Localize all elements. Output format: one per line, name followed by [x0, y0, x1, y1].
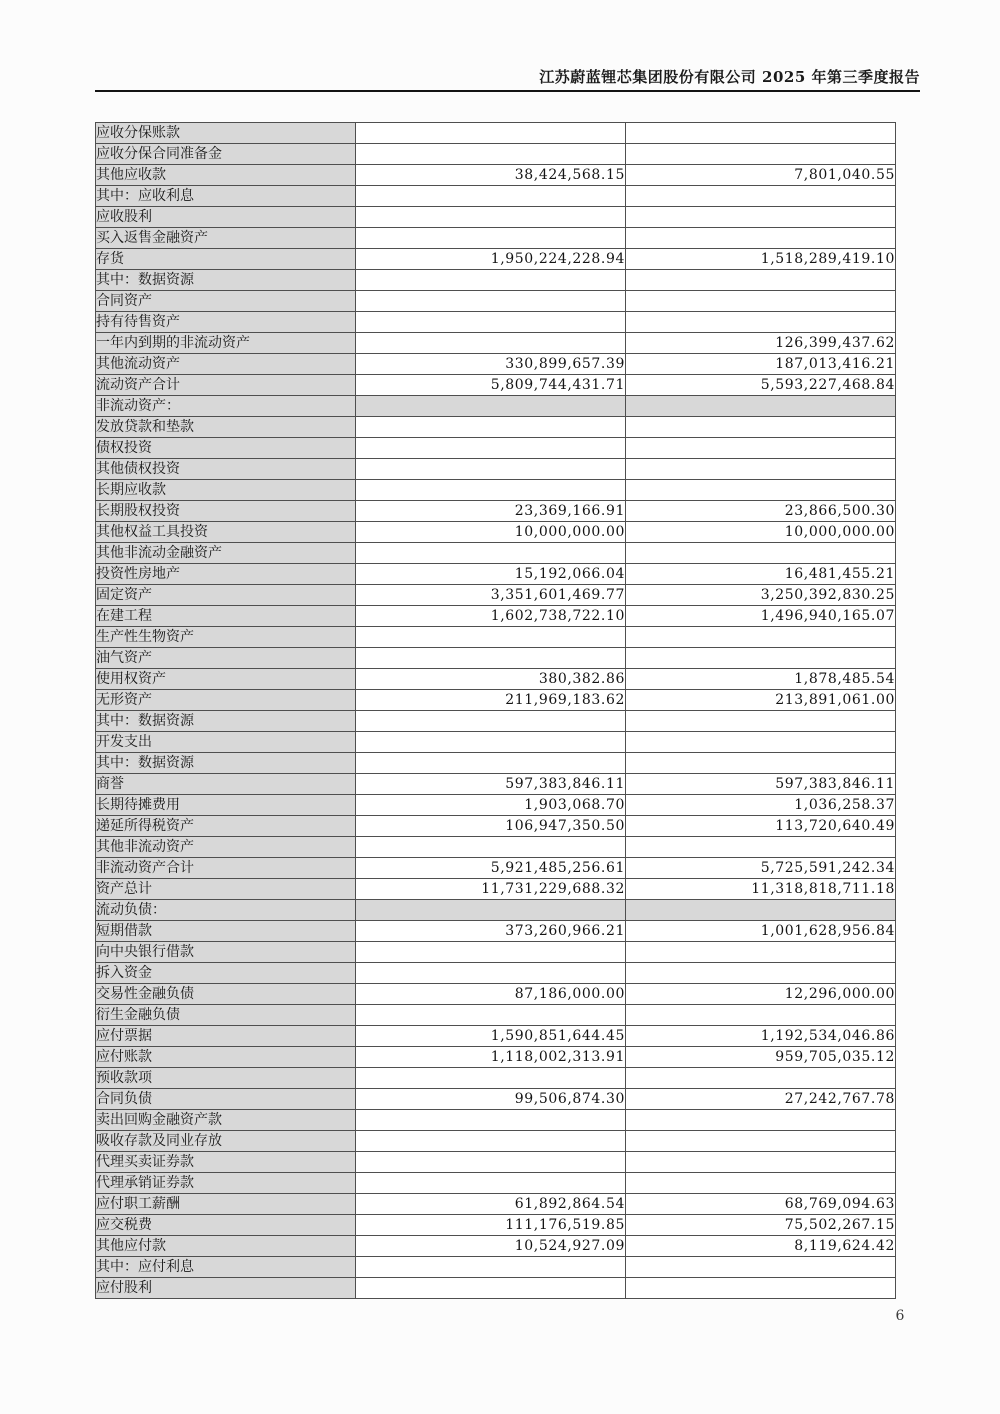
row-value-2 — [626, 270, 896, 291]
row-value-1 — [356, 1173, 626, 1194]
row-value-1: 1,950,224,228.94 — [356, 249, 626, 270]
table-row — [96, 186, 896, 207]
row-value-2: 11,318,818,711.18 — [626, 879, 896, 900]
row-value-1: 330,899,657.39 — [356, 354, 626, 375]
table-row — [96, 837, 896, 858]
row-value-1 — [356, 732, 626, 753]
report-title: 江苏蔚蓝锂芯集团股份有限公司 2025 年第三季度报告 — [539, 68, 920, 86]
row-value-1: 61,892,864.54 — [356, 1194, 626, 1215]
table-row — [96, 732, 896, 753]
table-row — [96, 438, 896, 459]
table-row — [96, 1110, 896, 1131]
row-value-1 — [356, 438, 626, 459]
row-value-1: 211,969,183.62 — [356, 690, 626, 711]
row-label: 其他应付款 — [96, 1236, 356, 1257]
row-value-2: 7,801,040.55 — [626, 165, 896, 186]
table-row — [96, 774, 896, 795]
row-value-1 — [356, 186, 626, 207]
row-value-2 — [626, 459, 896, 480]
row-value-2 — [626, 144, 896, 165]
row-label: 向中央银行借款 — [96, 942, 356, 963]
row-value-1 — [356, 144, 626, 165]
table-row — [96, 879, 896, 900]
row-value-2 — [626, 291, 896, 312]
row-value-1 — [356, 333, 626, 354]
row-label: 其他应收款 — [96, 165, 356, 186]
table-row — [96, 1194, 896, 1215]
row-value-1: 1,602,738,722.10 — [356, 606, 626, 627]
row-label: 存货 — [96, 249, 356, 270]
row-value-1: 3,351,601,469.77 — [356, 585, 626, 606]
row-value-2 — [626, 543, 896, 564]
table-row — [96, 228, 896, 249]
row-label: 衍生金融负债 — [96, 1005, 356, 1026]
row-value-2 — [626, 1173, 896, 1194]
row-label: 其中：数据资源 — [96, 753, 356, 774]
table-row — [96, 396, 896, 417]
row-label: 应付股利 — [96, 1278, 356, 1299]
row-label: 非流动资产： — [96, 396, 356, 417]
row-label: 流动资产合计 — [96, 375, 356, 396]
table-row — [96, 522, 896, 543]
row-value-2 — [626, 207, 896, 228]
row-value-2: 126,399,437.62 — [626, 333, 896, 354]
row-value-2 — [626, 648, 896, 669]
row-value-2: 10,000,000.00 — [626, 522, 896, 543]
row-label: 流动负债： — [96, 900, 356, 921]
row-label: 应付职工薪酬 — [96, 1194, 356, 1215]
table-row — [96, 585, 896, 606]
table-row — [96, 795, 896, 816]
row-value-1 — [356, 1005, 626, 1026]
row-value-2 — [626, 1278, 896, 1299]
row-value-2: 959,705,035.12 — [626, 1047, 896, 1068]
table-row — [96, 333, 896, 354]
row-label: 其中：数据资源 — [96, 270, 356, 291]
row-value-1 — [356, 837, 626, 858]
balance-sheet-table — [95, 122, 896, 1299]
row-label: 长期待摊费用 — [96, 795, 356, 816]
row-label: 应付账款 — [96, 1047, 356, 1068]
table-row — [96, 900, 896, 921]
row-value-2: 8,119,624.42 — [626, 1236, 896, 1257]
row-label: 投资性房地产 — [96, 564, 356, 585]
row-label: 其他权益工具投资 — [96, 522, 356, 543]
row-label: 应收股利 — [96, 207, 356, 228]
row-value-1 — [356, 1152, 626, 1173]
table-row — [96, 1026, 896, 1047]
row-label: 买入返售金融资产 — [96, 228, 356, 249]
row-value-1: 106,947,350.50 — [356, 816, 626, 837]
row-label: 拆入资金 — [96, 963, 356, 984]
row-value-1: 38,424,568.15 — [356, 165, 626, 186]
row-label: 无形资产 — [96, 690, 356, 711]
table-row — [96, 816, 896, 837]
table-row — [96, 711, 896, 732]
row-label: 资产总计 — [96, 879, 356, 900]
table-row — [96, 1068, 896, 1089]
row-value-2 — [626, 417, 896, 438]
row-value-2 — [626, 942, 896, 963]
page-header — [95, 66, 920, 87]
row-label: 其他非流动金融资产 — [96, 543, 356, 564]
row-value-1: 11,731,229,688.32 — [356, 879, 626, 900]
row-label: 代理买卖证券款 — [96, 1152, 356, 1173]
table-row — [96, 921, 896, 942]
row-value-1: 380,382.86 — [356, 669, 626, 690]
row-value-1: 5,921,485,256.61 — [356, 858, 626, 879]
table-row — [96, 270, 896, 291]
row-value-2 — [626, 1257, 896, 1278]
page-number: 6 — [895, 1308, 905, 1324]
balance-sheet-body — [96, 123, 896, 1299]
row-value-2: 1,036,258.37 — [626, 795, 896, 816]
row-label: 代理承销证券款 — [96, 1173, 356, 1194]
row-label: 债权投资 — [96, 438, 356, 459]
row-value-1 — [356, 291, 626, 312]
table-row — [96, 480, 896, 501]
table-row — [96, 627, 896, 648]
row-value-1: 15,192,066.04 — [356, 564, 626, 585]
row-value-1 — [356, 270, 626, 291]
row-value-2: 68,769,094.63 — [626, 1194, 896, 1215]
row-value-1 — [356, 627, 626, 648]
row-value-2: 27,242,767.78 — [626, 1089, 896, 1110]
row-value-1 — [356, 123, 626, 144]
row-value-1: 23,369,166.91 — [356, 501, 626, 522]
row-label: 在建工程 — [96, 606, 356, 627]
row-value-2: 16,481,455.21 — [626, 564, 896, 585]
row-value-2 — [626, 396, 896, 417]
row-value-1: 10,524,927.09 — [356, 1236, 626, 1257]
table-row — [96, 858, 896, 879]
row-value-2 — [626, 480, 896, 501]
row-value-2: 1,496,940,165.07 — [626, 606, 896, 627]
row-label: 递延所得税资产 — [96, 816, 356, 837]
table-row — [96, 1278, 896, 1299]
row-value-1: 87,186,000.00 — [356, 984, 626, 1005]
row-value-1: 1,118,002,313.91 — [356, 1047, 626, 1068]
row-value-2 — [626, 711, 896, 732]
row-value-1 — [356, 543, 626, 564]
row-value-1 — [356, 228, 626, 249]
row-value-2: 1,878,485.54 — [626, 669, 896, 690]
row-value-2: 1,192,534,046.86 — [626, 1026, 896, 1047]
table-row — [96, 1173, 896, 1194]
table-row — [96, 669, 896, 690]
table-row — [96, 1131, 896, 1152]
row-label: 生产性生物资产 — [96, 627, 356, 648]
row-value-2: 12,296,000.00 — [626, 984, 896, 1005]
row-label: 使用权资产 — [96, 669, 356, 690]
row-label: 其他债权投资 — [96, 459, 356, 480]
row-label: 预收款项 — [96, 1068, 356, 1089]
table-row — [96, 249, 896, 270]
row-value-2: 3,250,392,830.25 — [626, 585, 896, 606]
row-value-2 — [626, 228, 896, 249]
row-label: 长期应收款 — [96, 480, 356, 501]
row-value-1: 99,506,874.30 — [356, 1089, 626, 1110]
table-row — [96, 291, 896, 312]
row-value-2 — [626, 1068, 896, 1089]
row-value-2 — [626, 312, 896, 333]
row-value-2 — [626, 123, 896, 144]
row-value-2 — [626, 900, 896, 921]
row-value-2: 187,013,416.21 — [626, 354, 896, 375]
row-value-2 — [626, 753, 896, 774]
table-row — [96, 144, 896, 165]
row-label: 持有待售资产 — [96, 312, 356, 333]
row-label: 应收分保账款 — [96, 123, 356, 144]
row-value-1: 597,383,846.11 — [356, 774, 626, 795]
row-value-1 — [356, 1068, 626, 1089]
row-value-1 — [356, 1131, 626, 1152]
row-value-1: 111,176,519.85 — [356, 1215, 626, 1236]
row-value-2: 597,383,846.11 — [626, 774, 896, 795]
row-value-1: 5,809,744,431.71 — [356, 375, 626, 396]
row-label: 吸收存款及同业存放 — [96, 1131, 356, 1152]
row-label: 短期借款 — [96, 921, 356, 942]
row-value-1: 1,903,068.70 — [356, 795, 626, 816]
row-label: 其中：数据资源 — [96, 711, 356, 732]
table-row — [96, 984, 896, 1005]
table-row — [96, 942, 896, 963]
row-value-2 — [626, 732, 896, 753]
row-value-2: 113,720,640.49 — [626, 816, 896, 837]
row-value-2 — [626, 1110, 896, 1131]
row-label: 长期股权投资 — [96, 501, 356, 522]
table-row — [96, 354, 896, 375]
table-row — [96, 1089, 896, 1110]
table-row — [96, 690, 896, 711]
row-label: 其中：应收利息 — [96, 186, 356, 207]
row-value-2 — [626, 1131, 896, 1152]
row-value-1 — [356, 942, 626, 963]
row-value-1 — [356, 1278, 626, 1299]
row-value-2: 1,518,289,419.10 — [626, 249, 896, 270]
table-row — [96, 963, 896, 984]
row-value-1 — [356, 711, 626, 732]
row-value-1: 1,590,851,644.45 — [356, 1026, 626, 1047]
row-label: 合同负债 — [96, 1089, 356, 1110]
table-row — [96, 1152, 896, 1173]
row-value-2 — [626, 1005, 896, 1026]
header-divider — [95, 90, 920, 92]
row-label: 一年内到期的非流动资产 — [96, 333, 356, 354]
row-label: 开发支出 — [96, 732, 356, 753]
row-value-1 — [356, 1257, 626, 1278]
row-label: 非流动资产合计 — [96, 858, 356, 879]
row-value-2: 5,593,227,468.84 — [626, 375, 896, 396]
row-value-2: 75,502,267.15 — [626, 1215, 896, 1236]
row-value-1 — [356, 396, 626, 417]
row-label: 发放贷款和垫款 — [96, 417, 356, 438]
row-label: 应收分保合同准备金 — [96, 144, 356, 165]
row-label: 交易性金融负债 — [96, 984, 356, 1005]
table-row — [96, 417, 896, 438]
table-row — [96, 375, 896, 396]
row-value-2: 5,725,591,242.34 — [626, 858, 896, 879]
table-row — [96, 312, 896, 333]
row-value-1 — [356, 417, 626, 438]
table-row — [96, 753, 896, 774]
row-label: 固定资产 — [96, 585, 356, 606]
table-row — [96, 543, 896, 564]
table-row — [96, 501, 896, 522]
row-value-1: 373,260,966.21 — [356, 921, 626, 942]
row-value-2: 213,891,061.00 — [626, 690, 896, 711]
row-value-1 — [356, 459, 626, 480]
row-label: 应付票据 — [96, 1026, 356, 1047]
table-row — [96, 564, 896, 585]
table-row — [96, 1257, 896, 1278]
table-row — [96, 207, 896, 228]
table-row — [96, 1047, 896, 1068]
table-row — [96, 1005, 896, 1026]
row-label: 合同资产 — [96, 291, 356, 312]
row-value-1 — [356, 648, 626, 669]
row-label: 应交税费 — [96, 1215, 356, 1236]
row-value-2 — [626, 1152, 896, 1173]
table-row — [96, 1215, 896, 1236]
row-value-2 — [626, 186, 896, 207]
row-label: 其他流动资产 — [96, 354, 356, 375]
row-value-2 — [626, 438, 896, 459]
row-value-1: 10,000,000.00 — [356, 522, 626, 543]
row-label: 其他非流动资产 — [96, 837, 356, 858]
row-value-1 — [356, 312, 626, 333]
table-row — [96, 606, 896, 627]
row-value-1 — [356, 753, 626, 774]
row-value-1 — [356, 900, 626, 921]
row-value-2 — [626, 837, 896, 858]
table-row — [96, 459, 896, 480]
row-value-2: 1,001,628,956.84 — [626, 921, 896, 942]
row-value-2 — [626, 963, 896, 984]
row-value-2 — [626, 627, 896, 648]
row-value-2: 23,866,500.30 — [626, 501, 896, 522]
row-value-1 — [356, 207, 626, 228]
row-value-1 — [356, 1110, 626, 1131]
table-row — [96, 1236, 896, 1257]
row-label: 卖出回购金融资产款 — [96, 1110, 356, 1131]
row-value-1 — [356, 963, 626, 984]
row-label: 其中：应付利息 — [96, 1257, 356, 1278]
table-row — [96, 648, 896, 669]
row-value-1 — [356, 480, 626, 501]
table-row — [96, 123, 896, 144]
row-label: 油气资产 — [96, 648, 356, 669]
table-row — [96, 165, 896, 186]
row-label: 商誉 — [96, 774, 356, 795]
